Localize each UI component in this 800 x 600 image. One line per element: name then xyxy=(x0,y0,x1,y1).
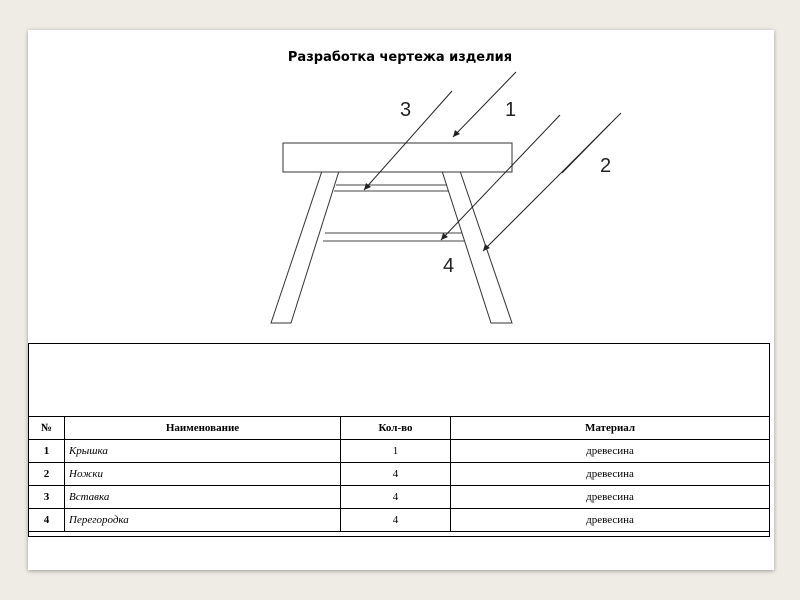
table-row xyxy=(29,440,770,463)
row-material: древесина xyxy=(451,509,770,532)
callout-3: 3 xyxy=(400,99,412,121)
row-material: древесина xyxy=(451,463,770,486)
drawing-title: Разработка чертежа изделия xyxy=(287,50,513,65)
tabletop xyxy=(283,143,512,172)
callout-4: 4 xyxy=(443,255,455,277)
header-quantity: Кол-во xyxy=(341,417,451,440)
row-quantity: 4 xyxy=(341,463,451,486)
table-row xyxy=(29,463,770,486)
row-name: Крышка xyxy=(65,440,341,463)
row-number: 4 xyxy=(29,509,65,532)
row-quantity: 4 xyxy=(341,509,451,532)
callout-2: 2 xyxy=(600,155,612,177)
specification-block xyxy=(28,343,770,537)
spec-blank-area xyxy=(29,344,769,416)
row-name: Ножки xyxy=(65,463,341,486)
header-number: № xyxy=(29,417,65,440)
table-header-row xyxy=(29,417,770,440)
row-number: 1 xyxy=(29,440,65,463)
table-row xyxy=(29,486,770,509)
row-name: Перегородка xyxy=(65,509,341,532)
leg-left xyxy=(271,171,339,323)
row-material: древесина xyxy=(451,486,770,509)
header-name: Наименование xyxy=(65,417,341,440)
row-quantity: 1 xyxy=(341,440,451,463)
header-material: Материал xyxy=(451,417,770,440)
parts-table xyxy=(28,416,770,532)
row-material: древесина xyxy=(451,440,770,463)
row-quantity: 4 xyxy=(341,486,451,509)
leg-right xyxy=(442,171,512,323)
row-number: 3 xyxy=(29,486,65,509)
callout-1: 1 xyxy=(505,99,517,121)
table-row xyxy=(29,509,770,532)
row-number: 2 xyxy=(29,463,65,486)
row-name: Вставка xyxy=(65,486,341,509)
